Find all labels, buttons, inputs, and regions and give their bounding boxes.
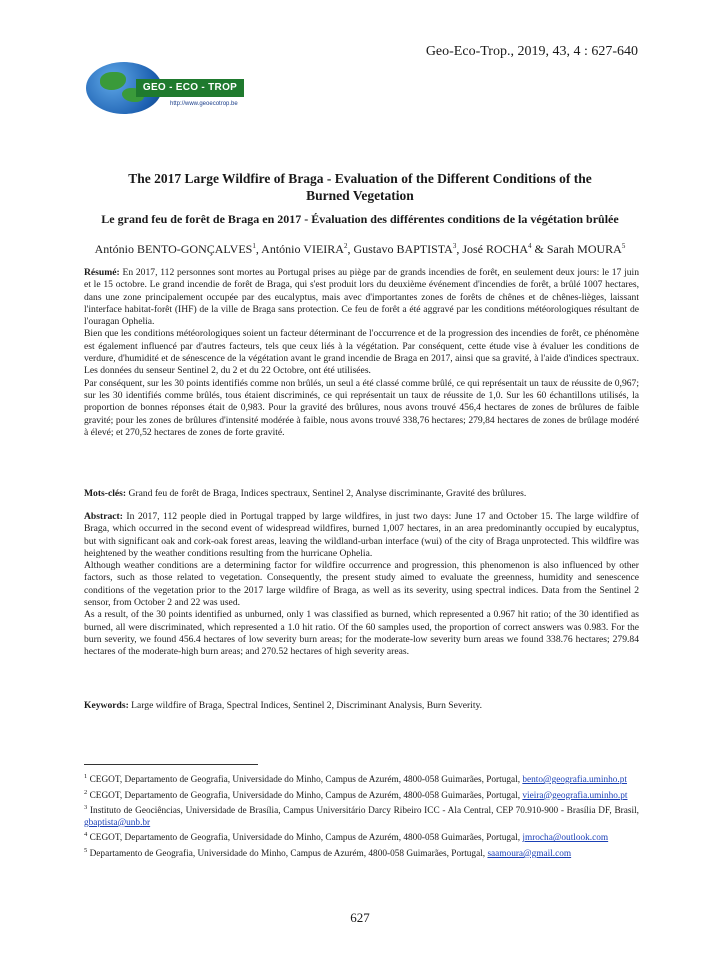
author: António BENTO-GONÇALVES$^1$, bbox=[94, 242, 262, 256]
logo-url[interactable]: http://www.geoecotrop.be bbox=[170, 101, 238, 107]
email-link[interactable]: saamoura@gmail.com bbox=[487, 848, 572, 859]
keywords-section bbox=[84, 700, 639, 712]
footnote-1: $^1$ CEGOT, Departamento de Geografia, Universidade do Minho, Campus de Azurém, 4800-058 Guimarães, Portugal, bento@geografia.uminho.pt bbox=[84, 773, 627, 786]
mots-cles-section bbox=[84, 488, 639, 500]
abstract-paragraph-1: In 2017, 112 people died in Portugal trapped by large wildfires, in just two days: June 17 and October 15. The large wildfire of Braga, which occurred in the second event of widespread wildfires, burned 1,007 hectares, in an area predominantly occupied by eucalyptus, but with significant oak and cork-oak forest areas, leaving the wildland-urban interface (wui) of the city of Braga unprotected. This wildfire was heightened by the weather conditions resulting from the hurricane Ophelia. bbox=[84, 511, 639, 559]
mots-cles-text: Grand feu de forêt de Braga, Indices spectraux, Sentinel 2, Analyse discriminante, Gravité des brûlures. bbox=[126, 488, 527, 499]
footnote-divider bbox=[84, 764, 258, 765]
footnote-2: $^2$ CEGOT, Departamento de Geografia, Universidade do Minho, Campus de Azurém, 4800-058 Guimarães, Portugal, vieira@geografia.uminho.pt bbox=[84, 788, 628, 801]
keywords-label: Keywords: bbox=[84, 700, 129, 711]
author: António VIEIRA$^2$, bbox=[261, 242, 354, 256]
resume-label: Résumé: bbox=[84, 267, 120, 278]
paper-title: The 2017 Large Wildfire of Braga - Evaluation of the Different Conditions of the Burned Vegetation bbox=[128, 171, 592, 203]
footnote-3: $^3$ Instituto de Geociências, Universidade de Brasília, Campus Universitário Darcy Ribeiro ICC - Ala Central, CEP 70.910-900 - Brasília DF, Brasil, gbaptista@unb.br bbox=[84, 804, 639, 828]
journal-reference: Geo-Eco-Trop., 2019, 43, 4 : 627-640 bbox=[425, 44, 638, 59]
author: José ROCHA$^4$ & bbox=[462, 242, 547, 256]
footnotes bbox=[84, 771, 639, 860]
author-list bbox=[80, 242, 640, 257]
author: Sarah MOURA$^5$ bbox=[546, 242, 626, 256]
abstract-label: Abstract: bbox=[84, 511, 123, 522]
email-link[interactable]: gbaptista@unb.br bbox=[84, 817, 151, 828]
email-link[interactable]: vieira@geografia.uminho.pt bbox=[522, 790, 628, 801]
resume-paragraph-2: Bien que les conditions météorologiques soient un facteur déterminant de l'occurrence et de la progression des incendies de forêt, ce phénomène est également influencé par d'autres facteurs, tels que ceux liés à la végétation. Par conséquent, cette étude vise à évaluer les conditions de verdure, d'humidité et de sénescence de la végétation avant le grand incendie de Braga en 2017, ainsi que sa gravité, à l'aide d'indices spectraux. Les données du senseur Sentinel 2, du 2 et du 22 Octobre, ont été utilisées. bbox=[84, 328, 639, 377]
mots-cles-label: Mots-clés: bbox=[84, 488, 127, 499]
journal-logo bbox=[86, 62, 276, 120]
abstract-paragraph-2: Although weather conditions are a determining factor for wildfire occurrence and progression, this phenomenon is also influenced by other factors, such as those related to vegetation. Consequently, the present study aimed to evaluate the greenness, humidity and senescence conditions of the vegetation prior to the 2017 large wildfire of Braga, as well as its severity, using spectral indices. Data from the Sentinel 2 sensor, from October 2 and 22 was used. bbox=[84, 560, 639, 609]
email-link[interactable]: bento@geografia.uminho.pt bbox=[522, 775, 627, 786]
paper-subtitle-french: Le grand feu de forêt de Braga en 2017 - Évaluation des différentes conditions de la végétation brûlée bbox=[101, 212, 619, 226]
abstract-section bbox=[84, 511, 639, 659]
resume-paragraph-1: En 2017, 112 personnes sont mortes au Portugal prises au piège par de grands incendies de forêt, en seulement deux jours: le 17 juin et le 15 octobre. Le grand incendie de forêt de Braga, qui s'est produit lors du deuxième événement d'incendies de forêt, a brûlé 1007 hectares, dans une zone principalement occupée par des eucalyptus, mais avec d'importantes zones de forêts de chênes et de chênes-lièges, laissant l'interface habitat-forêt (IHF) de la ville de Braga sans protection. Ce feu de forêt a été aggravé par les conditions météorologiques résultant de l'ouragan Ophelia. bbox=[84, 267, 639, 328]
footnote-5: $^5$ Departamento de Geografia, Universidade do Minho, Campus de Azurém, 4800-058 Guimarães, Portugal, saamoura@gmail.com bbox=[84, 846, 572, 859]
footnote-4: $^4$ CEGOT, Departamento de Geografia, Universidade do Minho, Campus de Azurém, 4800-058 Guimarães, Portugal, jmrocha@outlook.com bbox=[84, 831, 609, 844]
author: Gustavo BAPTISTA$^3$, bbox=[353, 242, 463, 256]
resume-paragraph-3: Par conséquent, sur les 30 points identifiés comme non brûlés, un seul a été classé comme brûlé, ce qui représentait un taux de réussite de 0,967; sur les 30 identifiés comme brûlés, tous étaient discriminés, ce qui représentait un taux de réussite de 1,0. Sur les 60 échantillons utilisés, la proportion de bonnes réponses était de 0,983. Pour la gravité des brûlures, nous avons trouvé 456,4 hectares de zones de brûlures de faible gravité; pour les zones de brûlures d'intensité modérée à faible, nous avons trouvé 338,76 hectares; 279,84 hectares de zones de brûlage modéré à élevé; et 270,52 hectares de zones de forte gravité. bbox=[84, 377, 639, 438]
keywords-text: Large wildfire of Braga, Spectral Indices, Sentinel 2, Discriminant Analysis, Burn Severity. bbox=[128, 700, 483, 711]
resume-section bbox=[84, 267, 639, 439]
page-number: 627 bbox=[350, 910, 370, 925]
abstract-paragraph-3: As a result, of the 30 points identified as unburned, only 1 was classified as burned, which represented a 0.967 hit ratio; of the 30 identified as burned, all were discriminated, which represented a 1.0 hit ratio. Of the 60 samples used, the proportion of correct answers was 0.983. For the burn severity, we found 456.4 hectares of low severity burn areas; for the moderate-low severity burn areas we found 338.76 hectares; 279.84 hectares of the moderate-high burn areas; and 270.52 hectares of high severity areas. bbox=[84, 609, 639, 658]
logo-banner: GEO - ECO - TROP bbox=[136, 79, 244, 97]
email-link[interactable]: jmrocha@outlook.com bbox=[522, 833, 609, 844]
